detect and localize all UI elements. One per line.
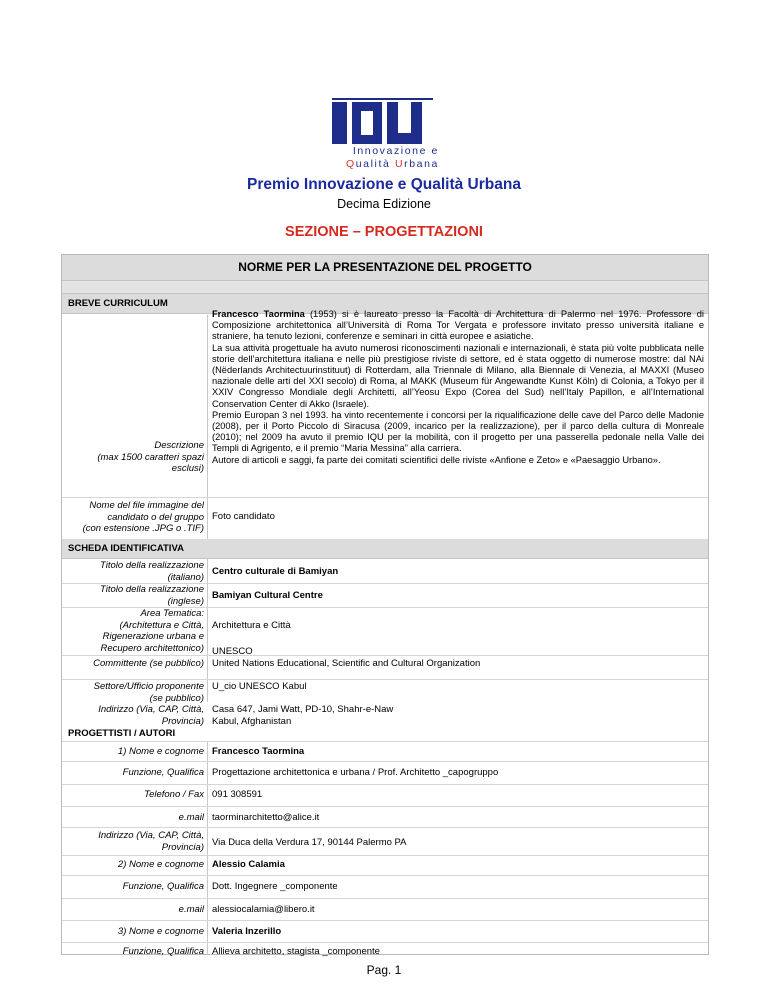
section-scheda-identificativa: SCHEDA IDENTIFICATIVA [62,539,708,559]
desc-paragraph-4: Autore di articoli e saggi, fa parte dei comitati scientifici delle riviste «Anfione e Zeto» e «Paesaggio Urbano». [212,454,661,465]
page-number: Pag. 1 [366,963,402,977]
committente-value [212,646,702,669]
p2-funzione-label: Funzione, Qualifica [122,881,204,892]
settore-label-line1: Settore/Ufficio proponente [93,681,204,692]
row-divider [62,741,708,742]
area-label-line2: (Architettura e Città, [119,619,204,631]
row-divider [62,497,708,498]
descrizione-text [212,309,704,466]
settore-value: U_cio UNESCO Kabul [212,681,307,692]
p2-nome-value: Alessio Calamia [212,859,285,870]
logo-rbana: rbana [404,158,439,170]
logo-subtitle-line2 [319,158,439,170]
descrizione-label-line2: (max 1500 caratteri spazi [97,451,204,463]
desc-name: Francesco Taormina [212,309,305,319]
form-table [61,254,709,955]
row-divider [62,827,708,828]
titolo-it-label-line2: (italiano) [167,571,204,583]
column-divider [207,742,208,954]
p2-email-value: alessiocalamia@libero.it [212,904,315,915]
logo-q: Q [345,158,356,170]
desc-paragraph-1: (1953) si è laureato presso la Facoltà di Architettura di Palermo nel 1976. Professore di Composizione architettonica all’Università di Roma Tor Vergata e professore invitato presso università italiane e straniere, ha tenuto lezioni, conferenze e seminari in città europee e asiatiche. [212,309,704,342]
descrizione-label-line1: Descrizione [154,440,204,451]
form-title: NORME PER LA PRESENTAZIONE DEL PROGETTO [62,255,708,281]
p3-nome-label: 3) Nome e cognome [117,926,204,937]
section-breve-curriculum: BREVE CURRICULUM [62,294,708,314]
row-divider [62,784,708,785]
p1-indirizzo-value: Via Duca della Verdura 17, 90144 Palermo PA [212,837,407,848]
indirizzo-label [62,704,204,727]
titolo-it-label-line1: Titolo della realizzazione [100,560,204,571]
descrizione-label [62,440,204,475]
desc-paragraph-3: Premio Europan 3 nel 1993. ha vinto recentemente i concorsi per la riqualificazione delle cave del Parco delle Madonie (2008), per il Porto Piccolo di Siracusa (2009, incarico per la realizzazione), per il parco della cultura di Monreale (2010); nel 2009 ha avuto il premio IQU per la mobilità, con il progetto per una passerella pedonale nella Valle dei Templi di Agrigento, e il premio “Maria Messina” alla carriera. [212,409,704,454]
p1-funzione-label: Funzione, Qualifica [122,767,204,778]
logo-u: U [394,158,405,170]
titolo-en-label [62,584,204,607]
descrizione-label-line3: esclusi) [171,463,204,474]
column-divider [207,315,208,539]
file-label [62,500,204,535]
iqu-letters-mark [332,102,433,144]
indirizzo-label-line1: Indirizzo (Via, CAP, Città, [98,704,204,715]
desc-paragraph-2: La sua attività progettuale ha avuto numerosi riconoscimenti nazionali e internazionali, è stata più volte pubblicata nelle storie dell’architettura italiana e nelle più prestigiose riviste di settore, ed è stata oggetto di numerose mostre: dal NAi (Nëderlands Architectuurinstituut) di Rotterdam, alla Triennale di Milano, alla Biennale di Venezia, al MAXXI (Museo nazionale delle arti del XXI secolo) di Roma, al MAKK (Museum für Angewandte Kunst Köln) di Colonia, a Tokyo per il XXIV Congresso Mondiale degli Architetti, all’Yeosu Expo (Corea del Sud) nell’Italy Papillon, e all’International Conservation Center di Akko (Israele). [212,342,704,409]
p1-indirizzo-label-line1: Indirizzo (Via, CAP, Città, [98,830,204,841]
row-divider [62,761,708,762]
indirizzo-value-line2: Kabul, Afghanistan [212,715,292,727]
column-divider [207,559,208,702]
row-divider [62,855,708,856]
iqu-logo [332,98,444,170]
settore-label-line2: (se pubblico) [149,692,204,704]
row-divider [62,942,708,943]
p1-email-value: taorminarchitetto@alice.it [212,812,320,823]
p3-funzione-value: Allieva architetto, stagista _componente [212,946,380,957]
logo-ualita: ualità [355,158,395,170]
committente-value-line2: United Nations Educational, Scientific and Cultural Organization [212,657,481,669]
p2-email-label: e.mail [178,904,204,915]
titolo-en-label-line2: (inglese) [167,595,204,607]
area-tematica-label [62,608,204,654]
logo-subtitle-line1: Innovazione e [352,145,439,157]
row-divider [62,920,708,921]
file-label-line3: (con estensione .JPG o .TIF) [82,523,204,534]
p1-indirizzo-label-line2: Provincia) [161,841,204,853]
p1-telefono-label: Telefono / Fax [144,789,204,800]
indirizzo-value [212,704,702,727]
premio-title: Premio Innovazione e Qualità Urbana [247,176,521,193]
row-divider [62,898,708,899]
titolo-it-value: Centro culturale di Bamiyan [212,566,339,577]
file-label-line1: Nome del file immagine del [89,500,204,511]
committente-label: Committente (se pubblico) [93,658,204,669]
p2-nome-label: 2) Nome e cognome [117,859,204,870]
p2-funzione-value: Dott. Ingegnere _componente [212,881,338,892]
area-tematica-value: Architettura e Città [212,620,291,631]
indirizzo-label-line2: Provincia) [161,715,204,727]
sezione-heading: SEZIONE – PROGETTAZIONI [285,224,483,240]
titolo-en-value: Bamiyan Cultural Centre [212,590,323,601]
area-label-line1: Area Tematica: [140,608,204,619]
spacer-row [62,281,708,294]
area-label-line4: Recupero architettonico) [100,642,204,654]
p1-telefono-value: 091 308591 [212,789,263,800]
file-label-line2: candidato o del gruppo [107,511,204,523]
file-value: Foto candidato [212,511,275,522]
section-progettisti: PROGETTISTI / AUTORI [68,728,176,739]
p1-email-label: e.mail [178,812,204,823]
p1-funzione-value: Progettazione architettonica e urbana / Prof. Architetto _capogruppo [212,767,499,778]
titolo-en-label-line1: Titolo della realizzazione [100,584,204,595]
settore-label [62,681,204,704]
row-divider [62,875,708,876]
p3-funzione-label: Funzione, Qualifica [122,946,204,957]
indirizzo-value-line1: Casa 647, Jami Watt, PD-10, Shahr-e-Naw [212,704,394,715]
row-divider [62,679,708,680]
p3-nome-value: Valeria Inzerillo [212,926,282,937]
edizione-subtitle: Decima Edizione [337,197,431,211]
p1-nome-label: 1) Nome e cognome [117,746,204,757]
p1-indirizzo-label [62,830,204,853]
p1-nome-value: Francesco Taormina [212,746,305,757]
titolo-it-label [62,560,204,583]
committente-value-line1: UNESCO [212,646,253,657]
row-divider [62,806,708,807]
area-label-line3: Rigenerazione urbana e [102,631,204,642]
logo-rule [332,98,433,100]
